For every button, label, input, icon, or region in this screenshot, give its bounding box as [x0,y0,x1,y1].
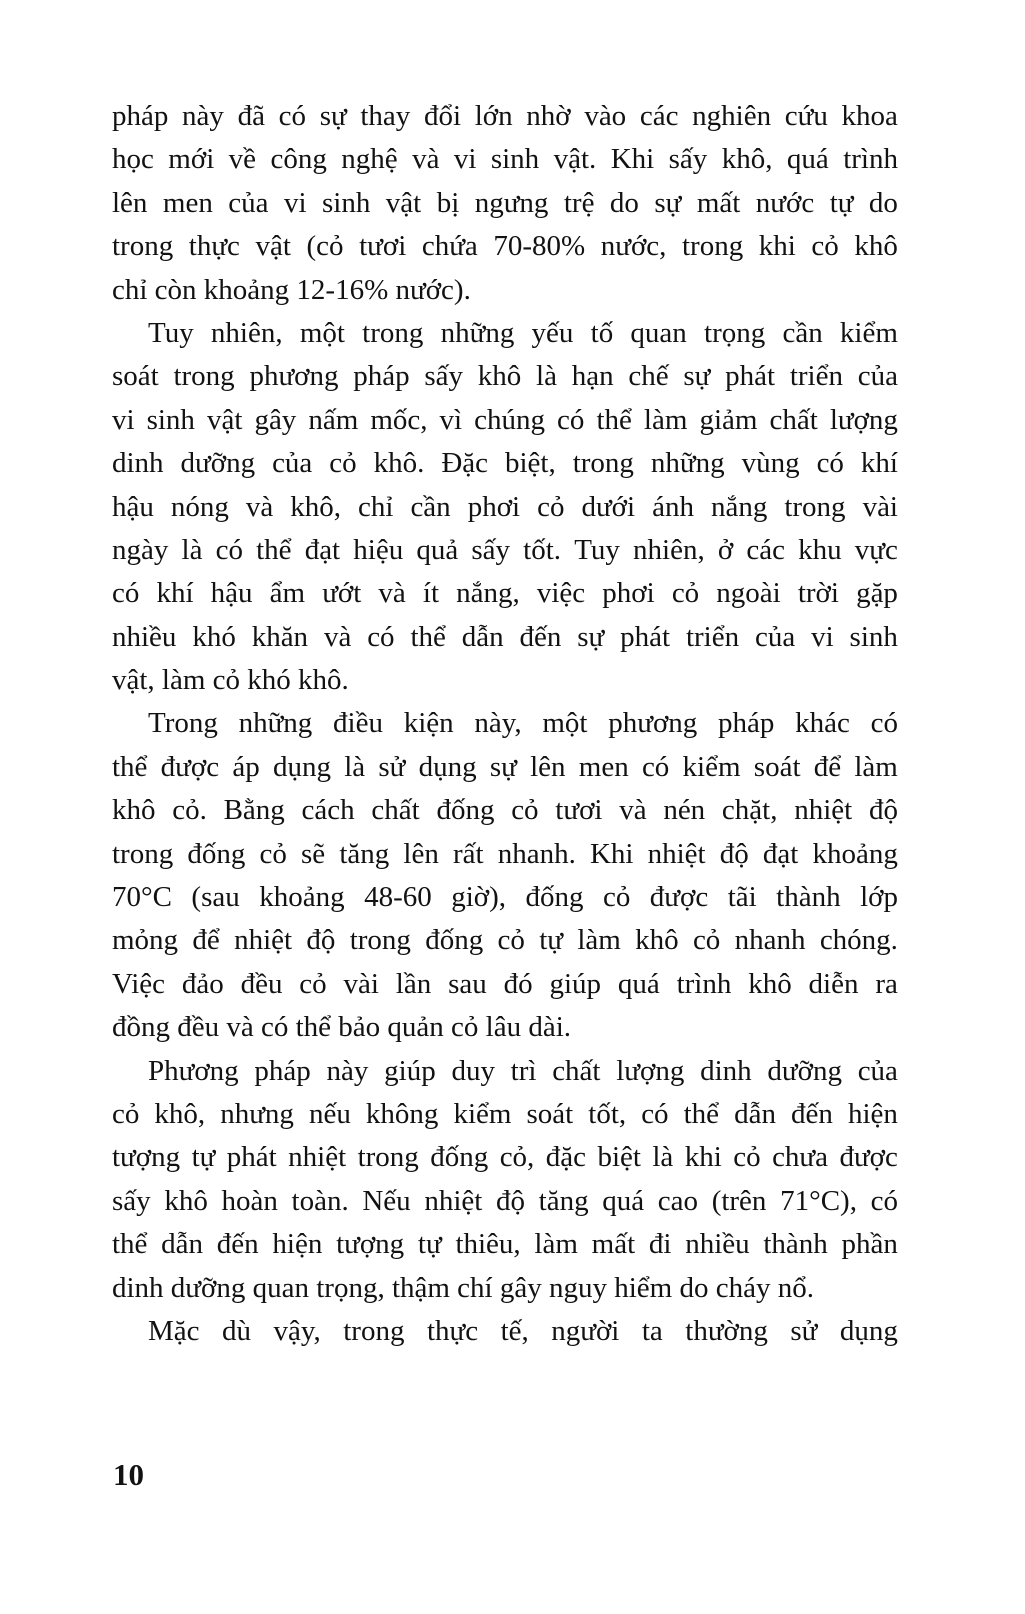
page-number: 10 [113,1457,144,1492]
paragraph [112,1050,898,1310]
text-line: thể dẫn đến hiện tượng tự thiêu, làm mất đi nhiều thành phần [112,1228,898,1261]
text-line: cỏ khô, nhưng nếu không kiểm soát tốt, có thể dẫn đến hiện [112,1097,898,1130]
text-line: dinh dưỡng quan trọng, thậm chí gây nguy hiểm do cháy nổ. [112,1271,814,1304]
text-line: mỏng để nhiệt độ trong đống cỏ tự làm khô cỏ nhanh chóng. [112,924,898,957]
paragraph [112,95,898,312]
text-line: chỉ còn khoảng 12-16% nước). [112,273,471,306]
text-line: Trong những điều kiện này, một phương pháp khác có [148,707,898,740]
text-line: thể được áp dụng là sử dụng sự lên men có kiểm soát để làm [112,750,898,783]
text-line: Việc đảo đều cỏ vài lần sau đó giúp quá trình khô diễn ra [112,967,898,1000]
text-line: trong thực vật (cỏ tươi chứa 70-80% nước, trong khi cỏ khô [112,230,898,263]
paragraph [112,312,898,703]
text-line: tượng tự phát nhiệt trong đống cỏ, đặc biệt là khi cỏ chưa được [112,1141,898,1174]
text-line: có khí hậu ẩm ướt và ít nắng, việc phơi cỏ ngoài trời gặp [112,577,898,610]
text-line: dinh dưỡng của cỏ khô. Đặc biệt, trong những vùng có khí [112,447,898,480]
paragraph [112,1310,898,1353]
text-line: nhiều khó khăn và có thể dẫn đến sự phát triển của vi sinh [112,620,898,653]
text-line: hậu nóng và khô, chỉ cần phơi cỏ dưới ánh nắng trong vài [112,490,898,523]
text-line: trong đống cỏ sẽ tăng lên rất nhanh. Khi nhiệt độ đạt khoảng [112,837,898,870]
text-line: khô cỏ. Bằng cách chất đống cỏ tươi và nén chặt, nhiệt độ [112,794,898,827]
text-line: sấy khô hoàn toàn. Nếu nhiệt độ tăng quá cao (trên 71°C), có [112,1184,898,1217]
text-line: Mặc dù vậy, trong thực tế, người ta thường sử dụng [148,1314,898,1347]
text-line: vật, làm cỏ khó khô. [112,664,349,697]
text-line: Phương pháp này giúp duy trì chất lượng dinh dưỡng của [148,1054,898,1087]
text-line: 70°C (sau khoảng 48-60 giờ), đống cỏ được tãi thành lớp [112,881,898,914]
text-line: soát trong phương pháp sấy khô là hạn chế sự phát triển của [112,360,898,393]
text-line: học mới về công nghệ và vi sinh vật. Khi sấy khô, quá trình [112,143,898,176]
page-text [112,95,898,1353]
text-line: ngày là có thể đạt hiệu quả sấy tốt. Tuy nhiên, ở các khu vực [112,533,898,566]
text-line: lên men của vi sinh vật bị ngưng trệ do sự mất nước tự do [112,186,898,219]
text-line: vi sinh vật gây nấm mốc, vì chúng có thể làm giảm chất lượng [112,403,898,436]
text-line: pháp này đã có sự thay đổi lớn nhờ vào các nghiên cứu khoa [112,100,898,132]
text-line: đồng đều và có thể bảo quản cỏ lâu dài. [112,1011,572,1044]
text-line: Tuy nhiên, một trong những yếu tố quan trọng cần kiểm [148,316,898,349]
paragraph [112,702,898,1049]
